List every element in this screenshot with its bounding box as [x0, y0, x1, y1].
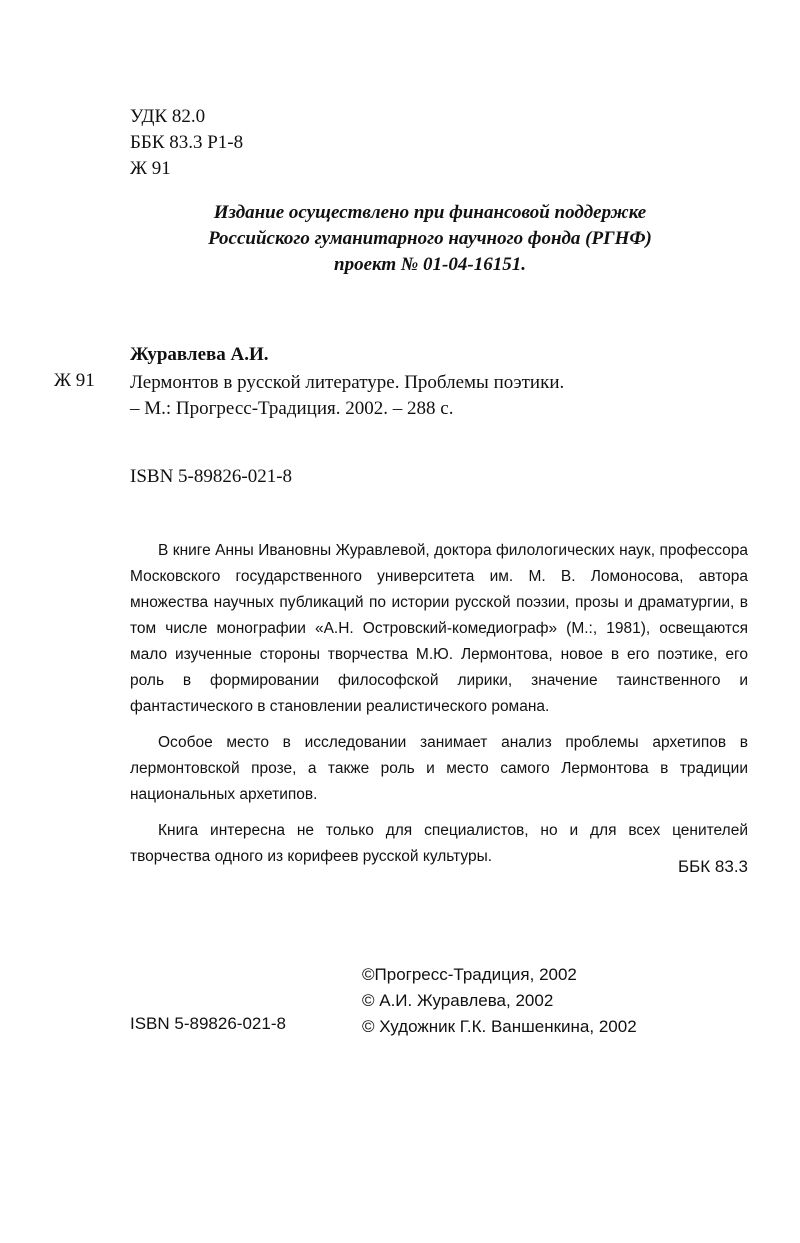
bibliographic-cipher: Ж 91 — [54, 370, 95, 391]
bbk-bottom: ББК 83.3 — [677, 857, 748, 876]
classification-block — [130, 104, 243, 182]
isbn-top: ISBN 5-89826-021-8 — [130, 466, 293, 487]
grant-line-3: проект № 01-04-16151. — [334, 254, 526, 275]
copyright-artist: © Художник Г.К. Ваншенкина, 2002 — [362, 1017, 637, 1036]
annotation — [130, 538, 748, 880]
grant-line-1: Издание осуществлено при финансовой поддержке — [213, 202, 647, 223]
author-cipher: Ж 91 — [130, 158, 171, 179]
grant-notice — [180, 200, 680, 278]
author-name: Журавлева А.И. — [130, 344, 269, 365]
copyright-block — [362, 962, 637, 1040]
bibliographic-description — [130, 370, 564, 422]
copyright-author: © А.И. Журавлева, 2002 — [362, 991, 554, 1010]
copyright-publisher: ©Прогресс-Традиция, 2002 — [362, 965, 577, 984]
annotation-paragraph-2: Особое место в исследовании занимает анализ проблемы архетипов в лермонтовской прозе, а также роль и место самого Лермонтова в традиции национальных архетипов. — [130, 734, 748, 803]
grant-line-2: Российского гуманитарного научного фонда (РГНФ) — [208, 228, 652, 249]
publisher-line: – М.: Прогресс-Традиция. 2002. – 288 с. — [130, 398, 454, 419]
isbn-bottom: ISBN 5-89826-021-8 — [130, 1014, 286, 1033]
udk-code: УДК 82.0 — [130, 106, 206, 127]
annotation-paragraph-3: Книга интересна не только для специалистов, но и для всех ценителей творчества одного из корифеев русской культуры. — [130, 822, 748, 865]
annotation-paragraph-1: В книге Анны Ивановны Журавлевой, доктора филологических наук, профессора Московского государственного университета им. М. В. Ломоносова, автора множества научных публикаций по истории русской поэзии, прозы и драматургии, в том числе монографии «А.Н. Островский-комедиограф» (М.:, 1981), освещаются мало изученные стороны творчества М.Ю. Лермонтова, новое в его поэтике, его роль в формировании философской лирики, значение таинственного и фантастического в становлении реалистического романа. — [130, 542, 748, 715]
book-title-line: Лермонтов в русской литературе. Проблемы поэтики. — [130, 372, 565, 393]
bbk-code: ББК 83.3 Р1-8 — [130, 132, 244, 153]
